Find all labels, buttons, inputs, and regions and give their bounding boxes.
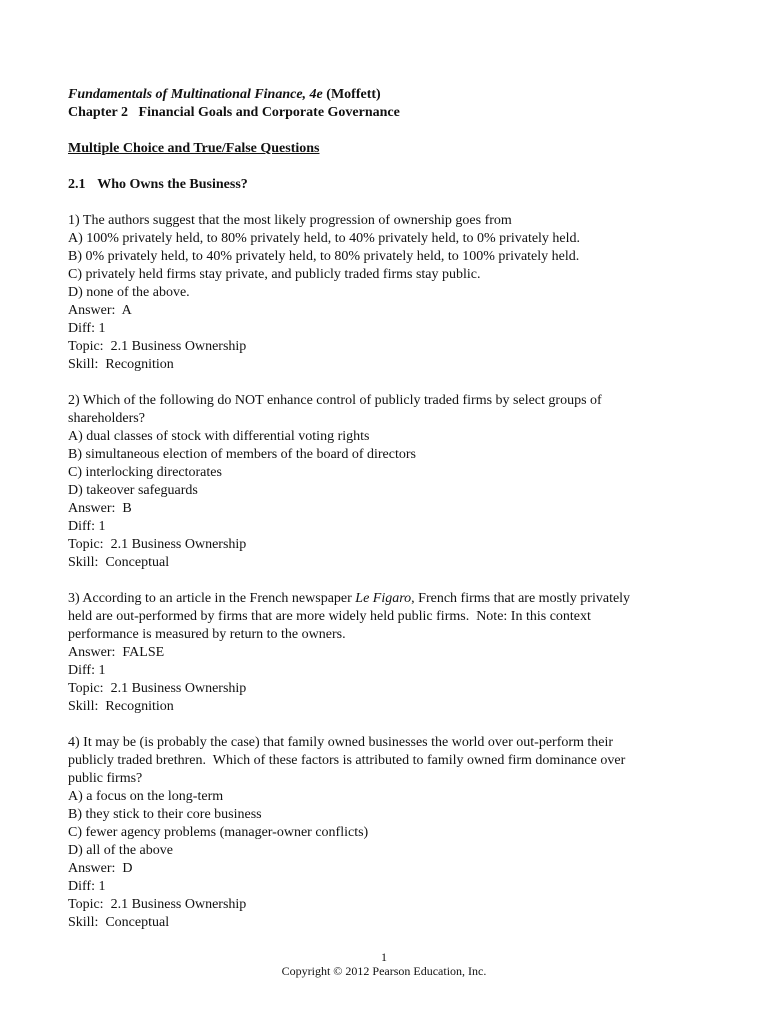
answer-option: B) 0% privately held, to 40% privately held, to 80% privately held, to 100% privately held. (68, 249, 580, 264)
topic: Topic: 2.1 Business Ownership (68, 681, 247, 696)
answer-key: Answer: A (68, 303, 132, 318)
spacer (68, 194, 708, 212)
question-1 (68, 212, 708, 374)
answer-option: B) simultaneous election of members of the board of directors (68, 447, 416, 462)
difficulty: Diff: 1 (68, 321, 106, 336)
question-2 (68, 392, 708, 572)
book-title: Fundamentals of Multinational Finance, 4e (68, 87, 323, 102)
question-text-line: performance is measured by return to the owners. (68, 627, 346, 642)
question-text-suffix: , French firms that are mostly privately (411, 591, 631, 606)
page-number: 1 (381, 950, 387, 964)
answer-option: D) all of the above (68, 843, 173, 858)
question-text-prefix: 3) According to an article in the French newspaper (68, 591, 356, 606)
answer-key: Answer: FALSE (68, 645, 165, 660)
page-content (68, 86, 708, 950)
topic: Topic: 2.1 Business Ownership (68, 537, 247, 552)
subsection-heading (68, 176, 708, 194)
spacer (68, 158, 708, 176)
answer-key: Answer: B (68, 501, 132, 516)
skill: Skill: Recognition (68, 357, 174, 372)
answer-option: A) 100% privately held, to 80% privately held, to 40% privately held, to 0% privately held. (68, 231, 581, 246)
newspaper-name: Le Figaro (355, 591, 412, 606)
answer-option: D) none of the above. (68, 285, 190, 300)
answer-option: C) interlocking directorates (68, 465, 222, 480)
skill: Skill: Conceptual (68, 915, 170, 930)
book-author: (Moffett) (322, 87, 381, 102)
question-text-line: publicly traded brethren. Which of these factors is attributed to family owned firm dominance over (68, 753, 626, 768)
answer-option: A) dual classes of stock with differential voting rights (68, 429, 370, 444)
subsection-title: Who Owns the Business? (97, 177, 248, 192)
skill: Skill: Recognition (68, 699, 174, 714)
question-text-line: shareholders? (68, 411, 145, 426)
book-title-line (68, 86, 708, 104)
section-label: Multiple Choice and True/False Questions (68, 141, 320, 156)
answer-option: C) fewer agency problems (manager-owner conflicts) (68, 825, 369, 840)
topic: Topic: 2.1 Business Ownership (68, 897, 247, 912)
question-4 (68, 734, 708, 932)
skill: Skill: Conceptual (68, 555, 170, 570)
difficulty: Diff: 1 (68, 879, 106, 894)
answer-option: B) they stick to their core business (68, 807, 262, 822)
copyright-notice: Copyright © 2012 Pearson Education, Inc. (281, 964, 487, 978)
answer-option: C) privately held firms stay private, and publicly traded firms stay public. (68, 267, 481, 282)
answer-option: D) takeover safeguards (68, 483, 198, 498)
answer-key: Answer: D (68, 861, 133, 876)
question-text-line: public firms? (68, 771, 143, 786)
answer-option: A) a focus on the long-term (68, 789, 224, 804)
subsection-number: 2.1 (68, 177, 86, 192)
chapter-title: Chapter 2 Financial Goals and Corporate Governance (68, 105, 400, 120)
question-text-line: held are out-performed by firms that are more widely held public firms. Note: In this context (68, 609, 591, 624)
question-text-line (68, 590, 708, 608)
question-text-line: 2) Which of the following do NOT enhance control of publicly traded firms by select groups of (68, 393, 602, 408)
question-text-line: 4) It may be (is probably the case) that family owned businesses the world over out-perform their (68, 735, 614, 750)
question-text-line: 1) The authors suggest that the most likely progression of ownership goes from (68, 213, 512, 228)
spacer (68, 122, 708, 140)
difficulty: Diff: 1 (68, 663, 106, 678)
difficulty: Diff: 1 (68, 519, 106, 534)
question-3 (68, 590, 708, 716)
topic: Topic: 2.1 Business Ownership (68, 339, 247, 354)
